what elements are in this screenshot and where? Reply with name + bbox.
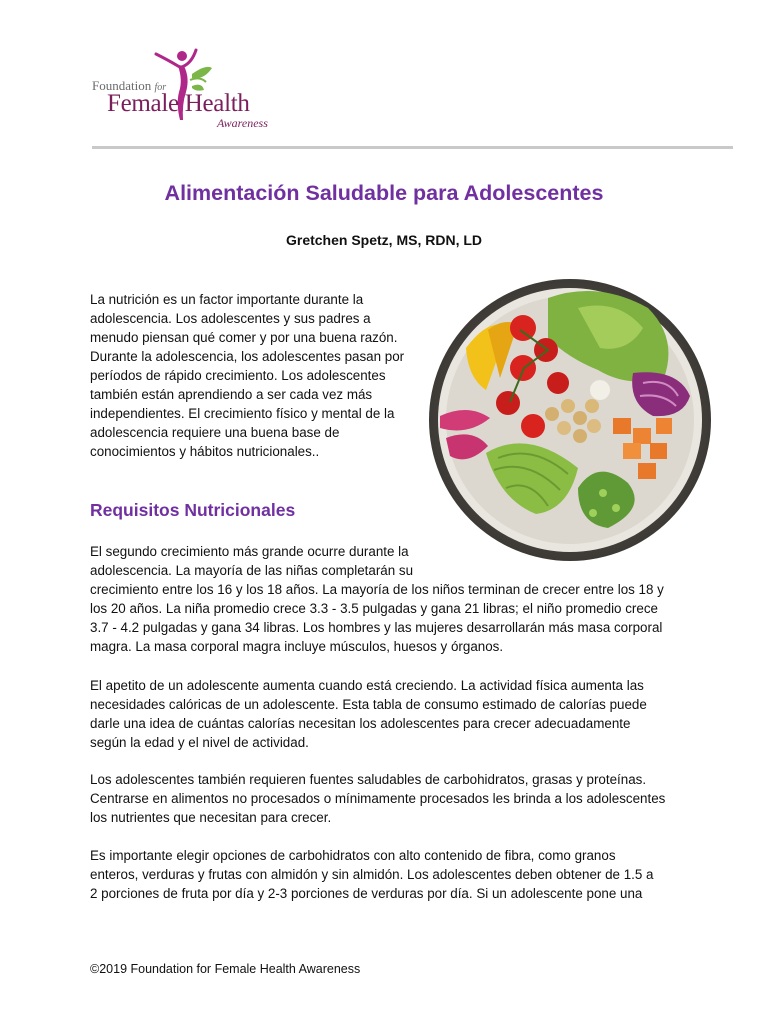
text-line: La nutrición es un factor importante durante la bbox=[90, 292, 364, 307]
text-line: menudo piensan qué comer y por una buena razón. bbox=[90, 330, 398, 345]
paragraph-sources bbox=[90, 770, 665, 827]
text-line: darle una idea de cuántas calorías necesitan los adolescentes para crecer adecuadamente bbox=[90, 716, 631, 731]
text-line: Es importante elegir opciones de carbohidratos con alto contenido de fibra, como granos bbox=[90, 848, 616, 863]
logo-line2: Female Health bbox=[107, 90, 250, 117]
copyright-footer: ©2019 Foundation for Female Health Awareness bbox=[90, 962, 361, 976]
logo-line3: Awareness bbox=[217, 116, 268, 130]
text-line: 2 porciones de fruta por día y 2-3 porciones de verduras por día. Si un adolescente pone una bbox=[90, 886, 643, 901]
salad-bowl-image bbox=[428, 278, 713, 563]
text-line: también están aprendiendo a ser cada vez más bbox=[90, 387, 373, 402]
text-line: necesidades calóricas de un adolescente. Esta tabla de consumo estimado de calorías puede bbox=[90, 697, 647, 712]
author-byline: Gretchen Spetz, MS, RDN, LD bbox=[285, 232, 483, 248]
paragraph-appetite bbox=[90, 676, 647, 752]
text-line: los nutrientes que necesitan para crecer. bbox=[90, 810, 332, 825]
text-line: según la edad y el nivel de actividad. bbox=[90, 735, 309, 750]
logo-line1: Foundation for bbox=[92, 78, 167, 93]
intro-paragraph bbox=[90, 290, 404, 461]
paragraph-carbohydrates bbox=[90, 846, 654, 903]
text-line: adolescencia. La mayoría de las niñas completarán su bbox=[90, 563, 414, 578]
text-line: Durante la adolescencia, los adolescentes pasan por bbox=[90, 349, 405, 364]
text-line: Centrarse en alimentos no procesados o mínimamente procesados les brinda a los adolescentes bbox=[90, 791, 666, 806]
text-line: enteros, verduras y frutas con almidón y sin almidón. Los adolescentes deben obtener de 1.5 a bbox=[90, 867, 654, 882]
text-line: 3.7 - 4.2 pulgadas y gana 34 libras. Los hombres y las mujeres desarrollarán más masa corporal bbox=[90, 620, 663, 635]
header-divider bbox=[92, 146, 733, 149]
text-line: crecimiento entre los 16 y los 18 años. La mayoría de los niños terminan de crecer entre los 18 y bbox=[90, 582, 664, 597]
section-heading: Requisitos Nutricionales bbox=[90, 500, 296, 520]
text-line: conocimientos y hábitos nutricionales.. bbox=[90, 444, 320, 459]
page-title: Alimentación Saludable para Adolescentes bbox=[164, 181, 604, 205]
text-line: adolescencia. Los adolescentes y sus padres a bbox=[90, 311, 371, 326]
text-line: magra. La masa corporal magra incluye músculos, huesos y órganos. bbox=[90, 639, 504, 654]
text-line: los 20 años. La niña promedio crece 3.3 - 3.5 pulgadas y gana 21 libras; el niño promedio crece bbox=[90, 601, 658, 616]
text-line: períodos de rápido crecimiento. Los adolescentes bbox=[90, 368, 386, 383]
text-line: El segundo crecimiento más grande ocurre durante la bbox=[90, 544, 409, 559]
text-line: El apetito de un adolescente aumenta cuando está creciendo. La actividad física aumenta las bbox=[90, 678, 644, 693]
paragraph-growth bbox=[90, 542, 664, 656]
text-line: independientes. El crecimiento físico y mental de la bbox=[90, 406, 395, 421]
foundation-logo bbox=[90, 44, 290, 134]
text-line: Los adolescentes también requieren fuentes saludables de carbohidratos, grasas y proteínas. bbox=[90, 772, 647, 787]
text-line: adolescencia requiere una buena base de bbox=[90, 425, 340, 440]
